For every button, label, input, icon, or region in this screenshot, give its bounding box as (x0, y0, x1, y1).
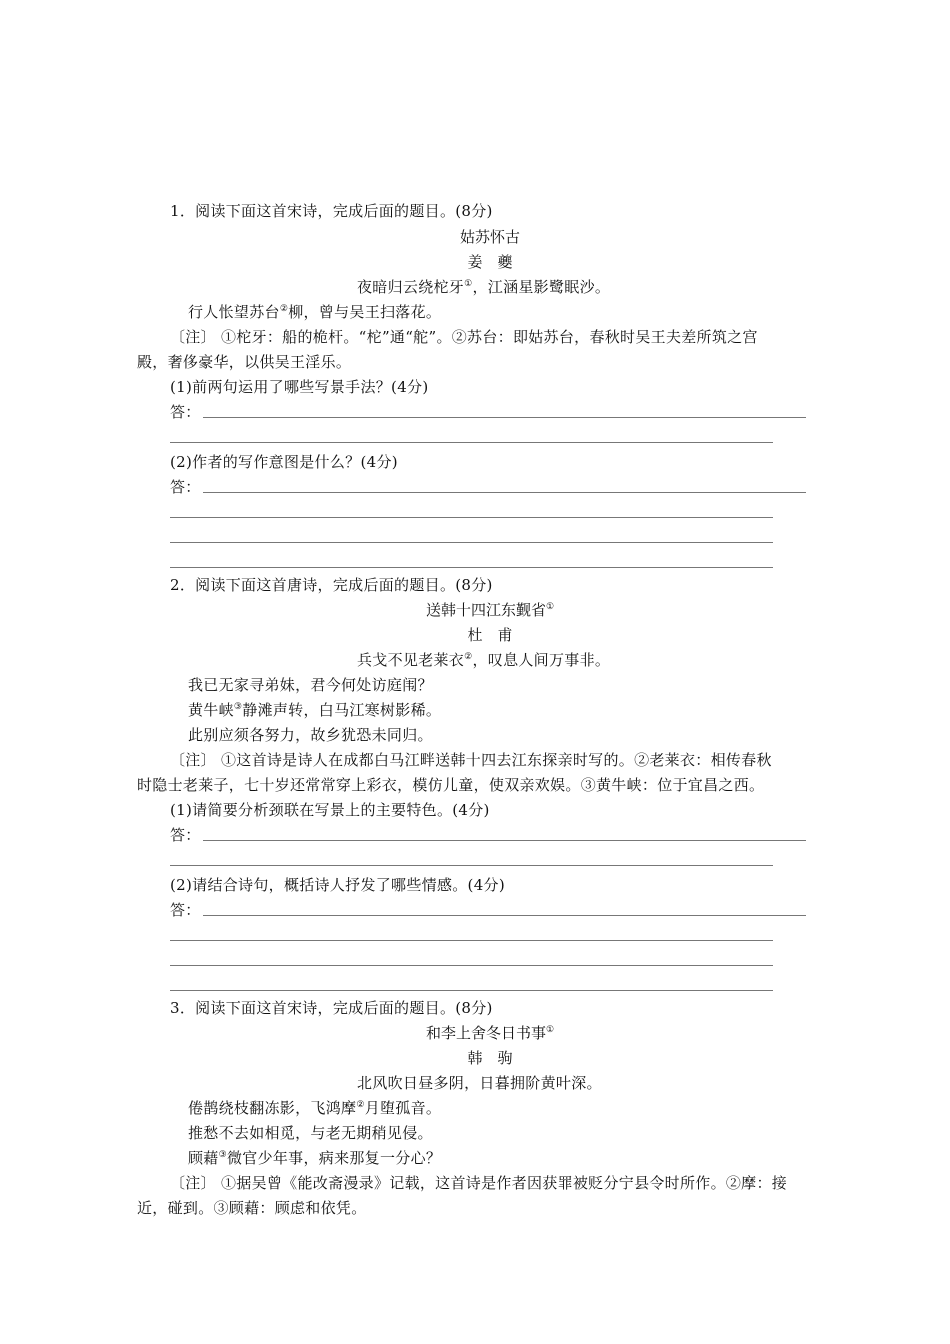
answer-line[interactable] (170, 965, 773, 966)
q3-poem-title: 和李上舍冬日书事① (425, 1024, 555, 1042)
q3-poem-author: 韩 驹 (467, 1049, 513, 1067)
footnote-marker: ② (356, 1100, 365, 1110)
footnote-marker: ① (545, 1025, 555, 1035)
q2-poem-author: 杜 甫 (467, 626, 513, 644)
answer-line[interactable] (203, 492, 806, 493)
q2-answer-label-2: 答： (170, 901, 201, 919)
q1-heading: 1．阅读下面这首宋诗，完成后面的题目。(8分) (170, 202, 493, 220)
answer-line[interactable] (170, 542, 773, 543)
q2-subquestion-1: (1)请简要分析颈联在写景上的主要特色。(4分) (170, 801, 490, 819)
q1-answer-label-1: 答： (170, 403, 201, 421)
answer-line[interactable] (170, 865, 773, 866)
q1-subquestion-1: (1)前两句运用了哪些写景手法？(4分) (170, 378, 429, 396)
answer-line[interactable] (203, 915, 806, 916)
q2-poem-line-2: 我已无家寻弟妹，君今何处访庭闱？ (188, 676, 433, 694)
answer-line[interactable] (170, 990, 773, 991)
q1-poem-author: 姜 夔 (467, 253, 513, 271)
footnote-marker: ③ (233, 702, 243, 712)
q2-answer-label-1: 答： (170, 826, 201, 844)
q3-poem-line-4: 顾藉③微官少年事，病来那复一分心？ (188, 1149, 442, 1167)
q2-poem-line-1: 兵戈不见老莱衣②，叹息人间万事非。 (357, 651, 611, 669)
q2-poem-title: 送韩十四江东觐省① (425, 601, 555, 619)
q2-poem-line-4: 此别应须各努力，故乡犹恐未同归。 (188, 726, 433, 744)
q2-poem-line-3: 黄牛峡③静滩声转，白马江寒树影稀。 (188, 701, 442, 719)
answer-line[interactable] (170, 940, 773, 941)
footnote-marker: ② (464, 652, 473, 662)
footnote-marker: ② (279, 304, 289, 314)
q3-poem-line-2: 倦鹊绕枝翻冻影，飞鸿摩②月堕孤音。 (188, 1099, 442, 1117)
answer-line[interactable] (203, 840, 806, 841)
footnote-marker: ① (545, 602, 555, 612)
answer-line[interactable] (170, 517, 773, 518)
answer-line[interactable] (170, 567, 773, 568)
q1-poem-line-1: 夜暗归云绕柁牙①，江涵星影鹭眠沙。 (357, 278, 611, 296)
q2-note-line-1: 〔注〕 ①这首诗是诗人在成都白马江畔送韩十四去江东探亲时写的。②老莱衣：相传春秋 (170, 751, 772, 769)
answer-line[interactable] (203, 417, 806, 418)
q2-note-line-2: 时隐士老莱子，七十岁还常常穿上彩衣，模仿儿童，使双亲欢娱。③黄牛峡：位于宜昌之西。 (137, 776, 765, 794)
q3-poem-line-3: 推愁不去如相觅，与老无期稍见侵。 (188, 1124, 433, 1142)
q3-heading: 3．阅读下面这首宋诗，完成后面的题目。(8分) (170, 999, 493, 1017)
q1-answer-label-2: 答： (170, 478, 201, 496)
q3-note-line-2: 近，碰到。③顾藉：顾虑和依凭。 (137, 1199, 367, 1217)
footnote-marker: ③ (218, 1150, 227, 1160)
footnote-marker: ① (464, 279, 473, 289)
q1-note-line-1: 〔注〕 ①柁牙：船的桅杆。“柁”通“舵”。②苏台：即姑苏台，春秋时吴王夫差所筑之宫 (170, 328, 758, 346)
q3-poem-line-1: 北风吹日昼多阴，日暮拥阶黄叶深。 (357, 1074, 602, 1092)
answer-line[interactable] (170, 442, 773, 443)
q2-subquestion-2: (2)请结合诗句，概括诗人抒发了哪些情感。(4分) (170, 876, 505, 894)
q1-poem-line-2: 行人怅望苏台②柳，曾与吴王扫落花。 (188, 303, 442, 321)
q3-note-line-1: 〔注〕 ①据吴曾《能改斋漫录》记载，这首诗是作者因获罪被贬分宁县令时所作。②摩：接 (170, 1174, 788, 1192)
q1-poem-title: 姑苏怀古 (459, 228, 520, 246)
q1-note-line-2: 殿，奢侈豪华，以供吴王淫乐。 (137, 353, 352, 371)
q2-heading: 2．阅读下面这首唐诗，完成后面的题目。(8分) (170, 576, 493, 594)
q1-subquestion-2: (2)作者的写作意图是什么？(4分) (170, 453, 398, 471)
